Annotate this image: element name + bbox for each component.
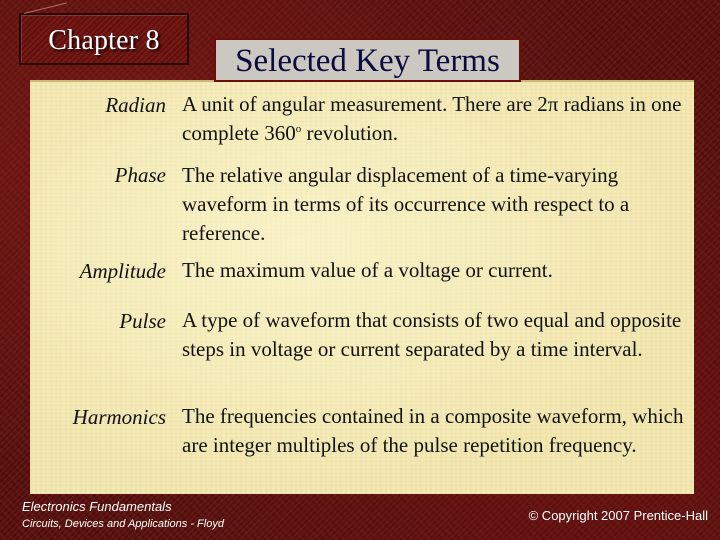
- definition-phase: The relative angular displacement of a time-varying waveform in terms of its occurrence with respect to a reference.: [182, 163, 630, 245]
- footer-book-info: [22, 499, 224, 532]
- degree-symbol: o: [295, 123, 302, 135]
- definition-radian-end: revolution.: [301, 121, 399, 145]
- footer-book-subtitle: Circuits, Devices and Applications - Floyd: [22, 518, 224, 530]
- chapter-label-box: [19, 13, 189, 65]
- page-title-box: [214, 38, 521, 82]
- footer-copyright: © Copyright 2007 Prentice-Hall: [528, 508, 708, 523]
- term-radian: Radian: [105, 93, 166, 117]
- footer-book-title: Electronics Fundamentals: [22, 499, 172, 514]
- definition-pulse: A type of waveform that consists of two equal and opposite steps in voltage or current separated by a time interval.: [182, 308, 682, 361]
- term-amplitude: Amplitude: [79, 259, 166, 283]
- definition-amplitude: The maximum value of a voltage or current.: [182, 258, 553, 282]
- page-title: Selected Key Terms: [235, 43, 500, 79]
- definition-radian-text: A unit of angular measurement. There are 2π radians in one complete 360: [182, 92, 682, 145]
- definition-radian: [182, 90, 692, 148]
- term-phase: Phase: [114, 163, 166, 187]
- term-harmonics: Harmonics: [72, 405, 166, 429]
- decorative-line: [24, 2, 70, 27]
- definition-harmonics: The frequencies contained in a composite waveform, which are integer multiples of the pulse repetition frequency.: [182, 404, 684, 457]
- chapter-title: Chapter 8: [48, 25, 160, 56]
- term-pulse: Pulse: [119, 309, 166, 333]
